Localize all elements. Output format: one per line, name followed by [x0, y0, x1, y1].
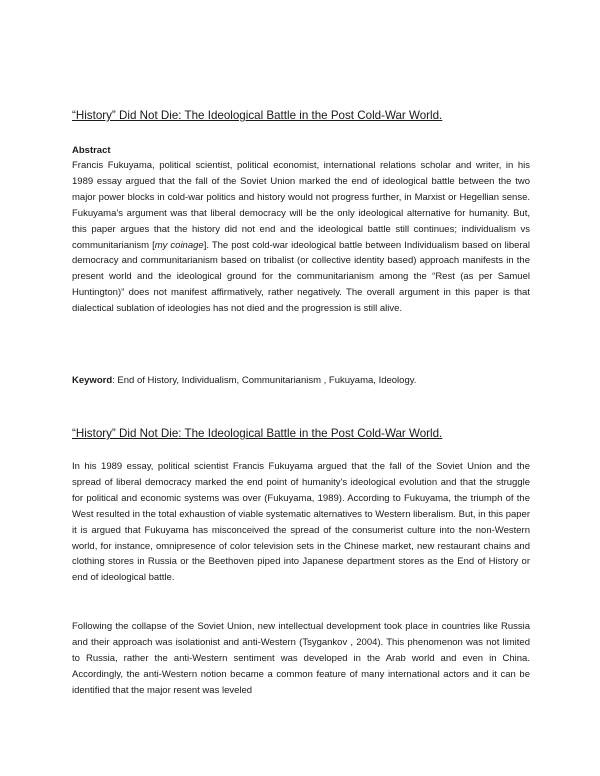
keywords-line: [72, 373, 530, 389]
abstract-text: [72, 158, 530, 317]
abstract-text-part2: ]. The post cold-war ideological battle between Individualism based on liberal democracy and communitarianism based on tribalist (or collective identity based) approach manifests in the present world and the ideological ground for the communitarianism among the “Rest (as per Samuel Huntington)” does not manifest affirmatively, rather negatively. The overall argument in this paper is that dialectical sublation of ideologies has not died and the progression is still alive.: [72, 239, 530, 315]
body-title: “History” Did Not Die: The Ideological Battle in the Post Cold-War World.: [72, 427, 443, 440]
keywords-label: Keyword: [72, 375, 113, 386]
abstract-text-part1: Francis Fukuyama, political scientist, political economist, international relations scholar and writer, in his 1989 essay argued that the fall of the Soviet Union marked the end of ideological battle between the two major power blocks in cold-war politics and history would not progress further, in Marxist or Hegellian sense. Fukuyama’s argument was that liberal democracy will be the only ideological alternative for humanity. But, this paper argues that the history did not end and the ideological battle still continues; individualism vs communitarianism [: [72, 160, 530, 251]
paper-title: “History” Did Not Die: The Ideological Battle in the Post Cold-War World.: [72, 109, 443, 122]
body-paragraph: In his 1989 essay, political scientist Francis Fukuyama argued that the fall of the Soviet Union and the spread of liberal democracy marked the end point of humanity's ideological evolution and that the struggle for political and economic systems was over (Fukuyama, 1989). According to Fukuyama, the triumph of the West resulted in the total exhaustion of viable systematic alternatives to Western liberalism. But, in this paper it is argued that Fukuyama has misconceived the spread of the consumerist culture into the non-Western world, for instance, omnipresence of color television sets in the Chinese market, new restaurant chains and clothing stores in Russia or the Beethoven piped into Japanese department stores as the End of History or end of ideological battle.: [72, 461, 530, 584]
abstract-heading: Abstract: [72, 145, 111, 156]
keywords-values: : End of History, Individualism, Communitarianism , Fukuyama, Ideology.: [112, 375, 417, 386]
abstract-text-italic: my coinage: [154, 239, 204, 251]
body-paragraph: Following the collapse of the Soviet Union, new intellectual development took place in countries like Russia and their approach was isolationist and anti-Western (Tsygankov , 2004). This phenomenon was not limited to Russia, rather the anti-Western sentiment was developed in the Arab world and even in China. Accordingly, the anti-Western notion became a common feature of many international actors and it can be identified that the major resent was leveled: [72, 621, 530, 696]
